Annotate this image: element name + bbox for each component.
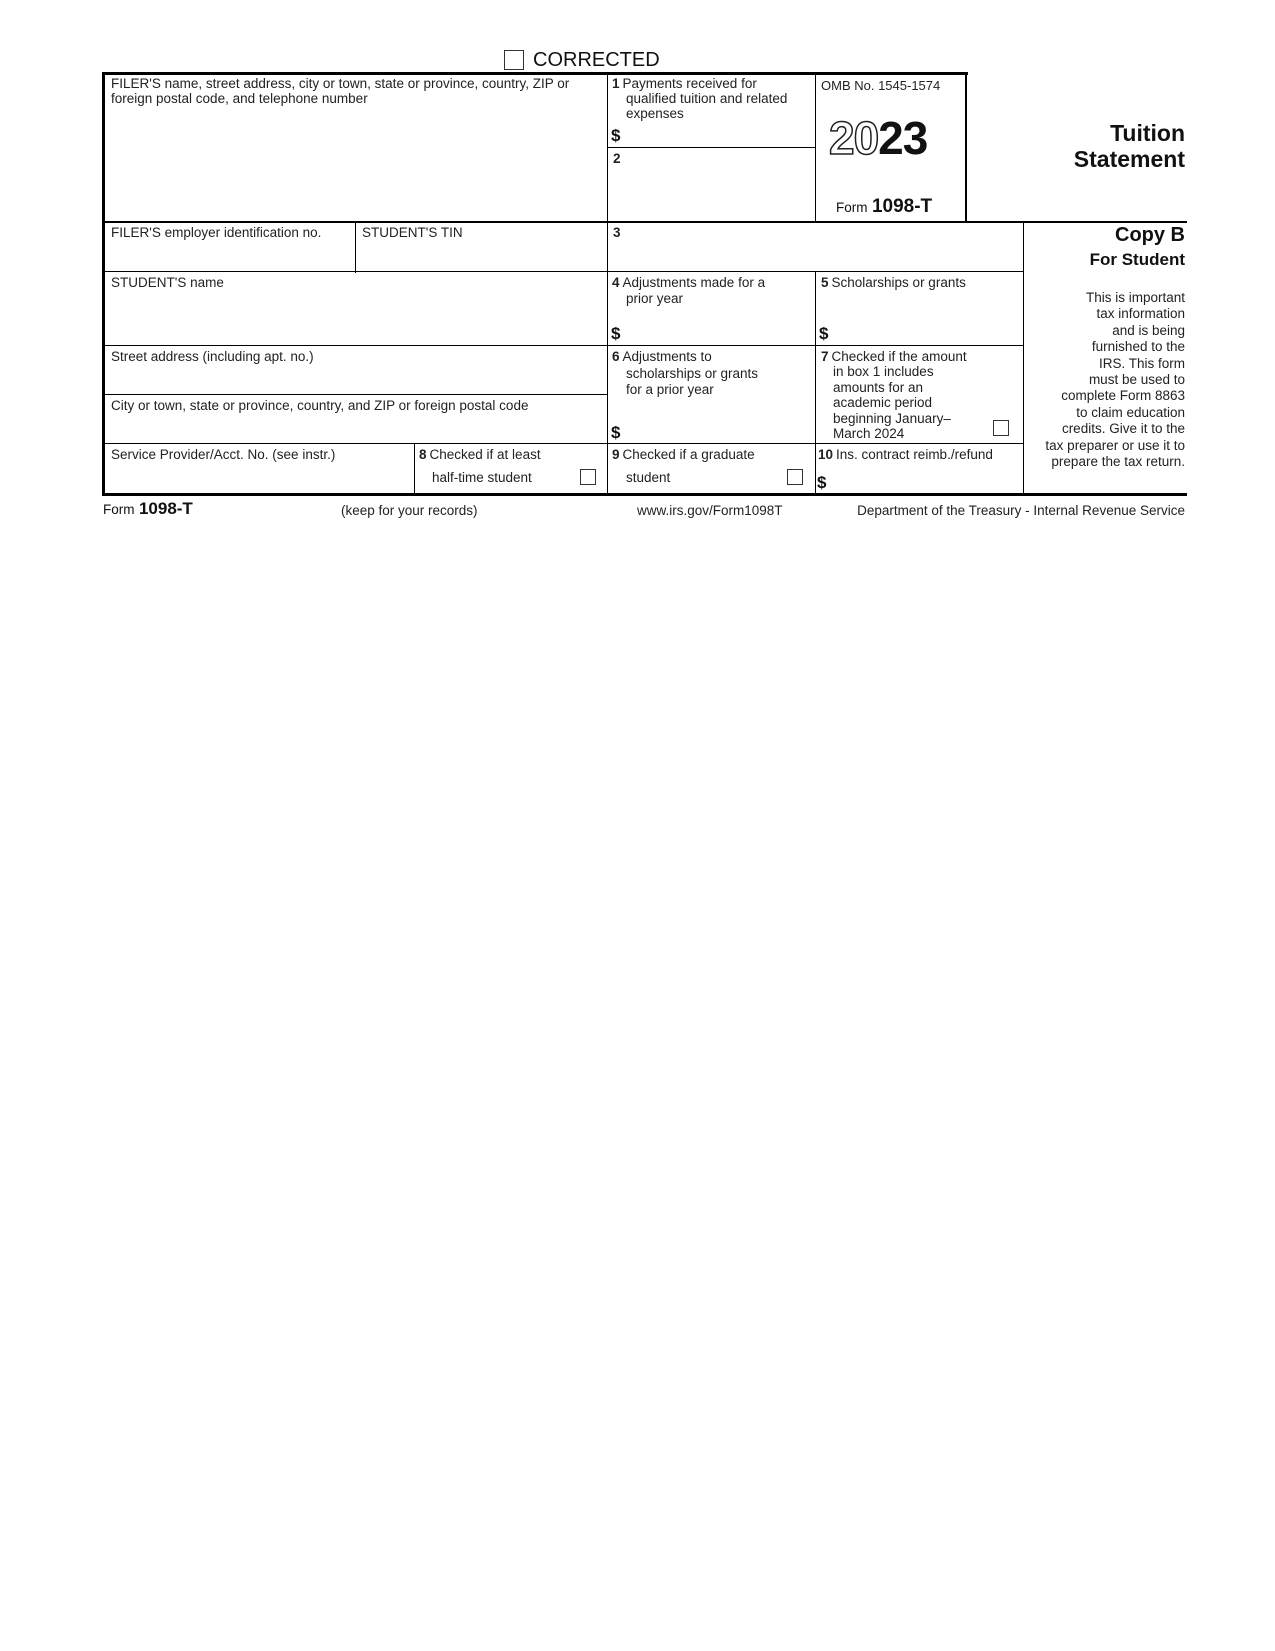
notice-line: IRS. This form [1098, 355, 1185, 371]
box6-dollar: $ [611, 423, 621, 442]
tax-year-bold: 23 [878, 112, 928, 164]
box1-dollar: $ [611, 126, 621, 145]
footer-form-id [103, 499, 193, 519]
box1-number: 1 [612, 76, 620, 91]
title-line2: Statement [1073, 146, 1185, 172]
box9-number: 9 [612, 447, 620, 462]
notice-line: must be used to [1088, 372, 1185, 388]
student-tin-label: STUDENT'S TIN [362, 225, 463, 240]
box4-number: 4 [612, 275, 620, 290]
form-number: 1098-T [871, 196, 933, 217]
footer-keep-note: (keep for your records) [341, 503, 478, 518]
box10-label-text: Ins. contract reimb./refund [836, 447, 993, 462]
box6-label-line2: scholarships or grants [626, 365, 759, 381]
notice-line: and is being [1112, 322, 1185, 338]
box7-label [821, 349, 991, 441]
notice-line: furnished to the [1091, 339, 1185, 355]
box9-label-line1: Checked if a graduate [622, 447, 755, 462]
tax-year-light: 20 [829, 112, 879, 164]
filer-name-label: FILER'S name, street address, city or town, state or province, country, ZIP or foreign postal code, and telephone number [111, 76, 570, 106]
omb-number: OMB No. 1545-1574 [821, 78, 941, 93]
box5-number: 5 [821, 275, 829, 290]
box5-dollar: $ [819, 324, 829, 343]
form-title [1000, 120, 1185, 172]
box6-label-line3: for a prior year [626, 382, 714, 397]
copy-label: Copy B [1115, 224, 1185, 246]
street-address-label: Street address (including apt. no.) [111, 349, 314, 364]
box3-number: 3 [613, 225, 621, 240]
title-line1: Tuition [1110, 120, 1185, 146]
box6-label [612, 349, 812, 399]
service-provider-label: Service Provider/Acct. No. (see instr.) [111, 447, 336, 462]
box6-label-line1: Adjustments to [622, 349, 712, 364]
corrected-label: CORRECTED [533, 49, 660, 71]
box1-label-line2: qualified tuition and related [626, 91, 788, 106]
box2-number: 2 [613, 151, 621, 166]
box10-label [818, 447, 1023, 462]
footer-form-word: Form [103, 502, 135, 517]
box7-label-line5: beginning January– [833, 410, 951, 426]
box4-label-line1: Adjustments made for a [622, 275, 766, 290]
box5-label-text: Scholarships or grants [831, 275, 966, 290]
footer-form-number: 1098-T [138, 499, 193, 518]
notice-line: This is important [1085, 290, 1185, 305]
student-name-label: STUDENT'S name [111, 275, 224, 290]
for-student-label: For Student [1089, 250, 1185, 269]
corrected-checkbox[interactable] [504, 50, 524, 70]
box8-label [419, 447, 604, 462]
box1-label [612, 76, 812, 121]
box1-label-line3: expenses [626, 106, 684, 121]
box8-label-line2: half-time student [432, 470, 532, 485]
footer-department: Department of the Treasury - Internal Revenue Service [857, 503, 1185, 518]
notice-line: complete Form 8863 [1061, 388, 1185, 404]
box5-label [821, 275, 966, 290]
box4-label [612, 275, 812, 307]
box7-label-line6: March 2024 [833, 426, 905, 442]
box7-label-line1: Checked if the amount [831, 349, 967, 364]
box1-label-line1: Payments received for [622, 76, 757, 91]
notice-line: prepare the tax return. [1051, 454, 1185, 470]
notice-line: tax information [1096, 306, 1185, 322]
box8-number: 8 [419, 447, 427, 462]
box7-label-line3: amounts for an [833, 379, 924, 395]
box7-label-line2: in box 1 includes [833, 364, 934, 380]
notice-line: to claim education [1076, 404, 1185, 420]
box4-label-line2: prior year [626, 291, 684, 306]
notice-line: tax preparer or use it to [1045, 437, 1185, 453]
form-id-header [836, 196, 932, 218]
box6-number: 6 [612, 349, 620, 364]
box7-label-line4: academic period [833, 395, 933, 411]
box8-label-line1: Checked if at least [429, 447, 541, 462]
box10-dollar: $ [817, 473, 827, 492]
box10-number: 10 [818, 447, 834, 462]
box9-label-line2: student [626, 470, 671, 485]
notice-line: credits. Give it to the [1061, 421, 1185, 437]
box8-checkbox[interactable] [580, 469, 596, 485]
copy-notice [1025, 290, 1185, 470]
form-word: Form [836, 200, 868, 215]
city-label: City or town, state or province, country, and ZIP or foreign postal code [111, 398, 529, 413]
box7-number: 7 [821, 349, 829, 364]
box7-checkbox[interactable] [993, 420, 1009, 436]
box9-label [612, 447, 812, 462]
tax-year [829, 113, 927, 163]
box9-checkbox[interactable] [787, 469, 803, 485]
box4-dollar: $ [611, 324, 621, 343]
filer-ein-label: FILER'S employer identification no. [111, 225, 322, 240]
footer-url[interactable]: www.irs.gov/Form1098T [637, 503, 783, 518]
